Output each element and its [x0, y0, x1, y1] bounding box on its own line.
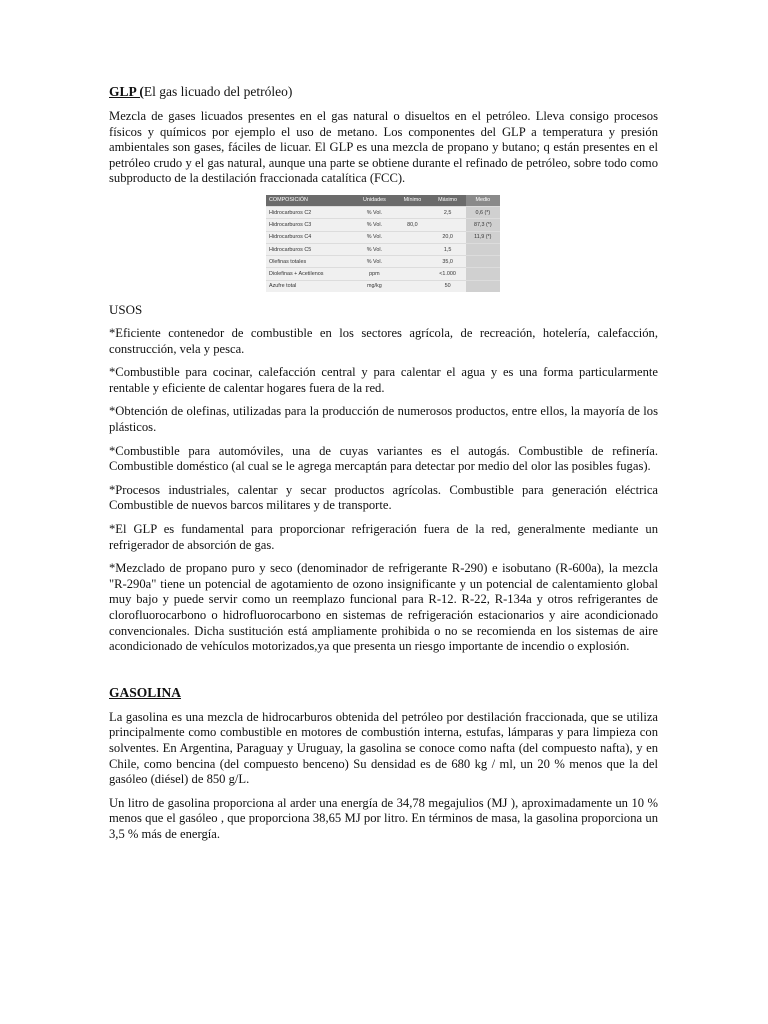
gasolina-paragraph-2: Un litro de gasolina proporciona al arder una energía de 34,78 megajulios (MJ ), aproximadamente un 10 % menos que el gasóleo , que proporciona 38,65 MJ por litro. En términos de masa, la gasolina proporciona un 3,5 % más de energía. — [109, 795, 658, 841]
table-cell: Diolefinas + Acetilenos — [266, 268, 354, 280]
composition-table — [266, 195, 500, 292]
table-cell — [466, 243, 500, 255]
table-cell: 20,0 — [430, 231, 466, 243]
table-cell: Hidrocarburos C4 — [266, 231, 354, 243]
table-header-cell: Unidades — [354, 195, 396, 207]
table-header-cell: Medio — [466, 195, 500, 207]
usos-item: *Combustible para cocinar, calefacción central y para calentar el agua y es una forma particularmente rentable y eficiente de calentar hogares fuera de la red. — [109, 365, 658, 395]
table-cell — [395, 243, 429, 255]
gasolina-heading — [109, 685, 658, 701]
table-row — [266, 243, 500, 255]
glp-heading — [109, 84, 658, 100]
table-cell: ppm — [354, 268, 396, 280]
document-body — [109, 84, 658, 850]
table-cell: mg/kg — [354, 280, 396, 292]
gasolina-paragraph-1: La gasolina es una mezcla de hidrocarburos obtenida del petróleo por destilación fraccionada, que se utiliza principalmente como combustible en motores de combustión interna, estufas, lámparas y para limpieza con solventes. En Argentina, Paraguay y Uruguay, la gasolina se conoce como nafta (del compuesto nafta), y en Chile, como bencina (del compuesto benceno) Su densidad es de 680 kg / ml, un 20 % menos que la del gasóleo (diésel) de 850 g/L. — [109, 709, 658, 787]
table-row — [266, 268, 500, 280]
table-row — [266, 256, 500, 268]
table-cell: 50 — [430, 280, 466, 292]
table-cell: <1.000 — [430, 268, 466, 280]
table-cell — [395, 256, 429, 268]
table-cell — [395, 206, 429, 218]
table-cell: Hidrocarburos C2 — [266, 206, 354, 218]
usos-item: *Obtención de olefinas, utilizadas para la producción de numerosos productos, entre ellos, la mayoría de los plásticos. — [109, 404, 658, 435]
table-cell: % Vol. — [354, 243, 396, 255]
table-row — [266, 231, 500, 243]
table-cell — [466, 256, 500, 268]
table-cell — [430, 219, 466, 231]
table-cell: % Vol. — [354, 231, 396, 243]
table-cell — [395, 268, 429, 280]
glp-heading-rest: El gas licuado del petróleo) — [143, 84, 293, 99]
table-cell: Azufre total — [266, 280, 354, 292]
table-header-cell: Máximo — [430, 195, 466, 207]
table-cell — [395, 280, 429, 292]
table-cell — [395, 231, 429, 243]
section-spacer — [109, 663, 658, 685]
table-row — [266, 206, 500, 218]
table-row — [266, 219, 500, 231]
table-cell: Olefinas totales — [266, 256, 354, 268]
table-cell: Hidrocarburos C3 — [266, 219, 354, 231]
glp-heading-bold: GLP ( — [109, 84, 144, 99]
table-cell: 80,0 — [395, 219, 429, 231]
table-cell: % Vol. — [354, 219, 396, 231]
composition-table-image — [266, 195, 500, 292]
usos-heading: USOS — [109, 302, 143, 318]
table-cell: % Vol. — [354, 256, 396, 268]
table-cell: 2,5 — [430, 206, 466, 218]
usos-item: *Eficiente contenedor de combustible en los sectores agrícola, de recreación, hotelería, calefacción, construcción, vela y pesca. — [109, 326, 658, 356]
table-cell: 35,0 — [430, 256, 466, 268]
table-cell: 87,3 (*) — [466, 219, 500, 231]
usos-item: *El GLP es fundamental para proporcionar refrigeración fuera de la red, generalmente mediante un refrigerador de absorción de gas. — [109, 521, 658, 552]
table-cell: Hidrocarburos C5 — [266, 243, 354, 255]
table-header-cell: COMPOSICIÓN — [266, 195, 354, 207]
usos-item: *Combustible para automóviles, una de cuyas variantes es el autogás. Combustible de refinería. Combustible doméstico (al cual se le agrega mercaptán para detectar por medio del olor las posibles fugas). — [109, 443, 658, 474]
gasolina-heading-text: GASOLINA — [109, 684, 182, 700]
glp-intro-paragraph: Mezcla de gases licuados presentes en el gas natural o disueltos en el petróleo. Lleva consigo procesos físicos y químicos por ejemplo el uso de metano. Los componentes del GLP a temperatura y presión ambientales son gases, fáciles de licuar. El GLP es una mezcla de propano y butano; q están presentes en el petróleo crudo y el gas natural, aunque una parte se obtiene durante el refinado de petróleo, sobre todo como subproducto de la destilación fraccionada catalítica (FCC). — [109, 109, 658, 186]
usos-item: *Mezclado de propano puro y seco (denominador de refrigerante R-290) e isobutano (R-600a), la mezcla "R-290a" tiene un potencial de agotamiento de ozono insignificante y un potencial de calentamiento global muy bajo y puede servir como un reemplazo funcional para R-12. R-22, R-134a y otros refrigerantes de clorofluorocarbono o hidrofluorocarbono en sistemas de refrigeración estacionarios y aire acondicionado convencionales. Dicha sustitución está ampliamente prohibida o no se recomienda en los sistemas de aire acondicionado de vehículos motorizados,ya que presenta un riesgo importante de incendio o explosión. — [109, 561, 658, 654]
table-cell: 0,6 (*) — [466, 206, 500, 218]
table-header-cell: Mínimo — [395, 195, 429, 207]
table-cell: 11,9 (*) — [466, 231, 500, 243]
table-cell — [466, 280, 500, 292]
table-header-row — [266, 195, 500, 207]
table-cell: % Vol. — [354, 206, 396, 218]
table-cell: 1,5 — [430, 243, 466, 255]
usos-item: *Procesos industriales, calentar y secar productos agrícolas. Combustible para generación eléctrica Combustible de nuevos barcos militares y de transporte. — [109, 482, 658, 513]
table-cell — [466, 268, 500, 280]
table-row — [266, 280, 500, 292]
